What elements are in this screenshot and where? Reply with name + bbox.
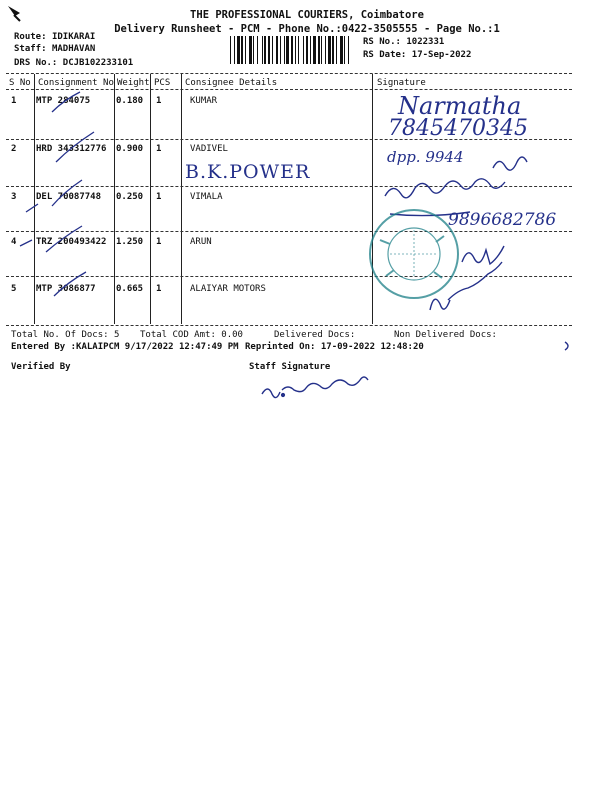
row-pcs: 1	[156, 192, 162, 202]
col-header-consignee: Consignee Details	[185, 78, 278, 88]
row-consignment: MTP 284075	[36, 96, 91, 106]
runsheet-title: Delivery Runsheet - PCM - Phone No.:0422-3505555 - Page No.:1	[114, 23, 500, 35]
row-consignee: ARUN	[190, 237, 212, 247]
col-header-signature: Signature	[377, 78, 426, 88]
staff-label: Staff:	[14, 44, 47, 54]
row-weight: 0.250	[116, 192, 144, 202]
row-sno: 1	[11, 96, 17, 106]
row-consignee: KUMAR	[190, 96, 218, 106]
handwritten-signature-1: Narmatha	[398, 92, 522, 120]
col-header-pcs: PCS	[154, 78, 171, 88]
row-sno: 5	[11, 284, 17, 294]
handwritten-dpp-note: dpp. 9944	[387, 148, 464, 166]
row-consignee: ALAIYAR MOTORS	[190, 284, 266, 294]
rs-date-value: 17-Sep-2022	[411, 50, 472, 60]
non-delivered-docs: Non Delivered Docs:	[394, 330, 497, 340]
delivered-docs: Delivered Docs:	[274, 330, 356, 340]
row-consignment: TRZ 200493422	[36, 237, 107, 247]
row-sno: 3	[11, 192, 17, 202]
row-consignment: HRD 343312776	[36, 144, 107, 154]
row-weight: 0.665	[116, 284, 144, 294]
entered-by: Entered By :KALAIPCM 9/17/2022 12:47:49 PM	[11, 342, 239, 352]
staff-value: MADHAVAN	[51, 44, 96, 54]
route-value: IDIKARAI	[51, 32, 96, 42]
row-consignment: MTP 3086877	[36, 284, 96, 294]
row-pcs: 1	[156, 96, 162, 106]
row-consignment: DEL 70087748	[36, 192, 102, 202]
handwritten-phone-1: 7845470345	[388, 116, 528, 141]
total-docs: Total No. Of Docs: 5	[11, 330, 120, 340]
col-header-consignment: Consignment No	[38, 78, 114, 88]
row-consignee: VIMALA	[190, 192, 223, 202]
row-pcs: 1	[156, 284, 162, 294]
company-stamp-icon	[366, 206, 466, 306]
drs-label: DRS No.:	[14, 58, 58, 68]
rs-no-value: 1022331	[406, 37, 445, 47]
rs-date-label: RS Date:	[363, 50, 407, 60]
row-sno: 2	[11, 144, 17, 154]
row-weight: 0.180	[116, 96, 144, 106]
drs-value: DCJB102233101	[62, 58, 134, 68]
col-header-weight: Weight	[117, 78, 150, 88]
staff-signature-label: Staff Signature	[249, 362, 331, 372]
row-pcs: 1	[156, 144, 162, 154]
verified-by-label: Verified By	[11, 362, 71, 372]
handwritten-bk-power: B.K.POWER	[185, 161, 311, 183]
total-cod-amount: Total COD Amt: 0.00	[140, 330, 243, 340]
rs-no-label: RS No.:	[363, 37, 401, 47]
row-pcs: 1	[156, 237, 162, 247]
row-sno: 4	[11, 237, 17, 247]
row-weight: 0.900	[116, 144, 144, 154]
row-consignee: VADIVEL	[190, 144, 228, 154]
row-weight: 1.250	[116, 237, 144, 247]
reprinted-on: Reprinted On: 17-09-2022 12:48:20	[245, 342, 424, 352]
col-header-sno: S No	[9, 78, 31, 88]
handwritten-phone-2: 9896682786	[448, 210, 557, 230]
route-label: Route:	[14, 32, 47, 42]
company-title: THE PROFESSIONAL COURIERS, Coimbatore	[190, 9, 424, 21]
